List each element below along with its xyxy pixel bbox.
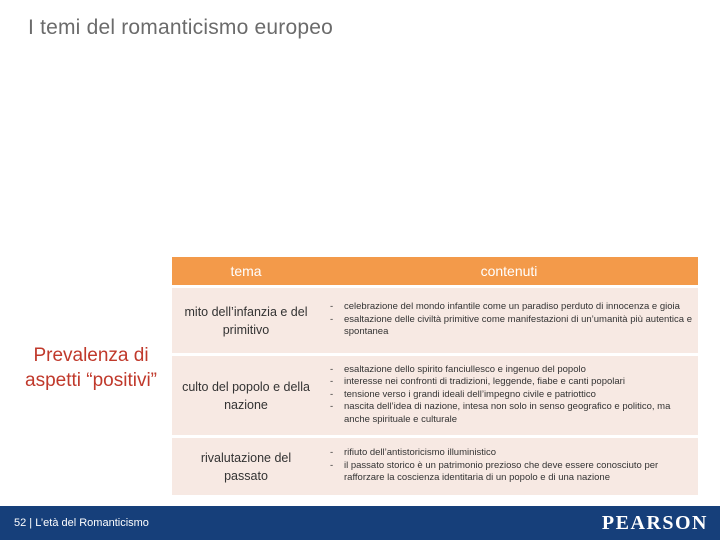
- contenuti-cell: [320, 355, 698, 437]
- side-note: Prevalenza di aspetti “positivi”: [25, 345, 157, 391]
- list-item: - interesse nei confronti di tradizioni, leggende, fiabe e canti popolari: [330, 376, 692, 389]
- list-item: - tensione verso i grandi ideali dell’impegno civile e patriottico: [330, 389, 692, 402]
- tema-cell: rivalutazione del passato: [172, 437, 320, 496]
- contenuti-list: [330, 301, 692, 339]
- list-item: - nascita dell’idea di nazione, intesa non solo in senso geografico e politico, ma anche spirituale e culturale: [330, 401, 692, 426]
- list-item: - esaltazione dello spirito fanciullesco e ingenuo del popolo: [330, 364, 692, 377]
- pearson-logo: PEARSON: [601, 512, 708, 534]
- topics-table: [172, 257, 698, 495]
- footer-page-label: 52 | L’età del Romanticismo: [14, 517, 149, 529]
- contenuti-list: [330, 364, 692, 427]
- tema-cell: mito dell’infanzia e del primitivo: [172, 287, 320, 355]
- list-item: - celebrazione del mondo infantile come un paradiso perduto di innocenza e gioia: [330, 301, 692, 314]
- header-contenuti: contenuti: [320, 257, 698, 287]
- list-item: - il passato storico è un patrimonio prezioso che deve essere conosciuto per rafforzare la coscienza identitaria di un popolo e di una nazione: [330, 460, 692, 485]
- table-row: [172, 437, 698, 496]
- header-tema: tema: [172, 257, 320, 287]
- contenuti-cell: [320, 287, 698, 355]
- table-row: [172, 355, 698, 437]
- list-item: - rifiuto dell’antistoricismo illuministico: [330, 447, 692, 460]
- table-header-row: [172, 257, 698, 287]
- contenuti-list: [330, 447, 692, 485]
- tema-cell: culto del popolo e della nazione: [172, 355, 320, 437]
- footer-bar: [0, 506, 720, 540]
- contenuti-cell: [320, 437, 698, 496]
- table-row: [172, 287, 698, 355]
- list-item: - esaltazione delle civiltà primitive come manifestazioni di un’umanità più autentica e spontanea: [330, 314, 692, 339]
- slide-title: I temi del romanticismo europeo: [28, 16, 333, 39]
